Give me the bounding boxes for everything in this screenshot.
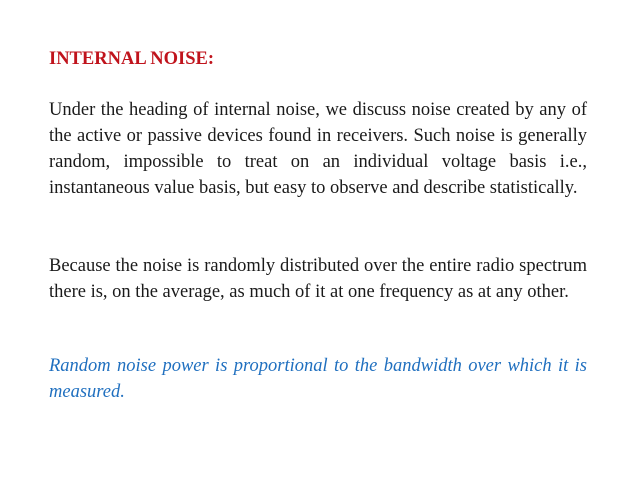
slide-heading: INTERNAL NOISE: [49, 49, 215, 69]
paragraph-noise-distribution: Because the noise is randomly distributed over the entire radio spectrum there is, on the average, as much of it at one frequency as at any other. [49, 256, 587, 302]
paragraph-noise-bandwidth-note: Random noise power is proportional to the bandwidth over which it is measured. [49, 356, 587, 402]
paragraph-internal-noise-definition: Under the heading of internal noise, we discuss noise created by any of the active or passive devices found in receivers. Such noise is generally random, impossible to treat on an individual voltage basis i.e., instantaneous value basis, but easy to observe and describe statistically. [49, 100, 587, 198]
